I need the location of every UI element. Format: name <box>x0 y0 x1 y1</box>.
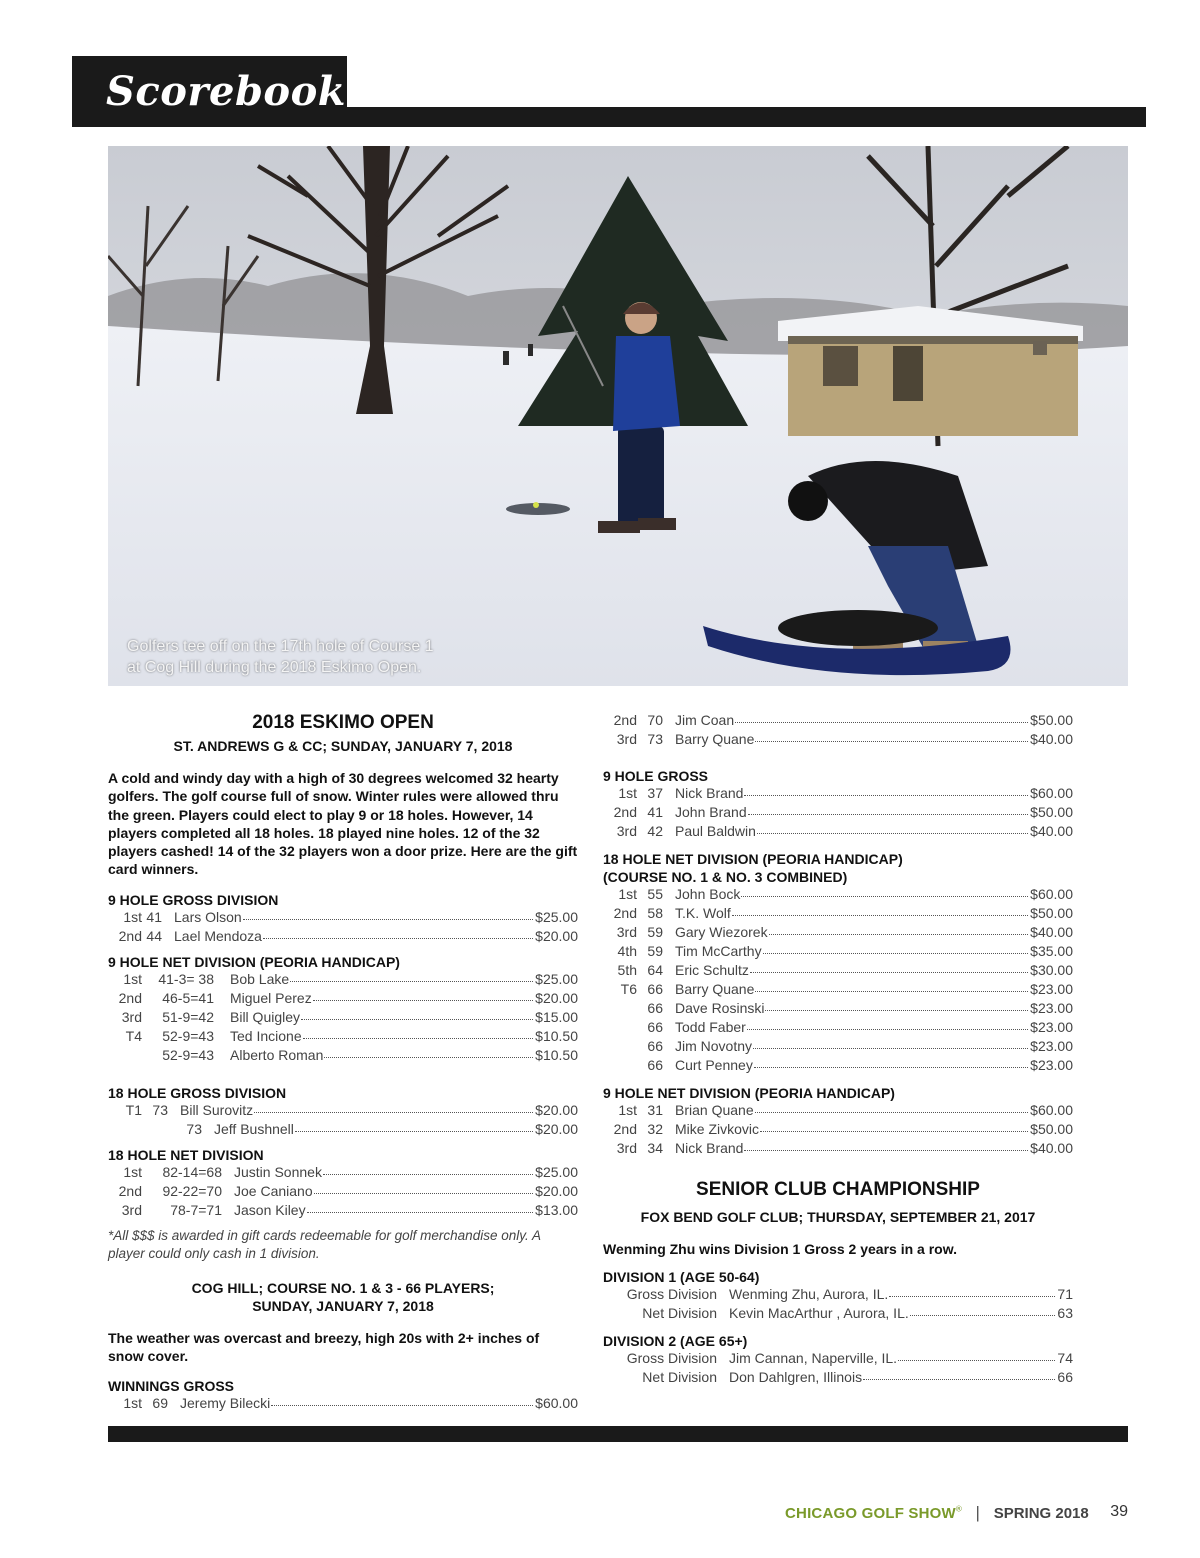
score-row: 1st 31 Brian Quane $60.00 <box>618 1102 1073 1118</box>
score-row: T6 66 Barry Quane $23.00 <box>620 981 1073 997</box>
section-18-hole-net-title: 18 HOLE NET DIVISION <box>108 1146 264 1163</box>
score-row: 66 Dave Rosinski $23.00 <box>647 1000 1073 1016</box>
score-row: 3rd 51-9=42 Bill Quigley $15.00 <box>121 1008 578 1025</box>
score-row: 52-9=43 Alberto Roman $10.50 <box>162 1046 578 1063</box>
section-cog-9-hole-net <box>603 1102 1073 1159</box>
score-row: 3rd 59 Gary Wiezorek $40.00 <box>616 924 1073 940</box>
section-9-hole-net-title: 9 HOLE NET DIVISION (PEORIA HANDICAP) <box>108 953 400 970</box>
score-row: 1st 69 Jeremy Bilecki $60.00 <box>123 1395 578 1412</box>
cog-hill-title-2: SUNDAY, JANUARY 7, 2018 <box>252 1297 434 1314</box>
section-9-hole-gross <box>108 909 578 947</box>
score-row: 4th 59 Tim McCarthy $35.00 <box>617 943 1073 959</box>
score-row: 1st 82-14=68 Justin Sonnek $25.00 <box>123 1163 578 1180</box>
section-cog-18-hole-net-title: 18 HOLE NET DIVISION (PEORIA HANDICAP) <box>603 851 903 867</box>
caption-line-1: Golfers tee off on the 17th hole of Course 1 <box>127 638 434 655</box>
senior-title: SENIOR CLUB CHAMPIONSHIP <box>696 1179 980 1200</box>
score-row: Gross Division Jim Cannan, Naperville, IL. 74 <box>626 1350 1073 1367</box>
score-row: 2nd 32 Mike Zivkovic $50.00 <box>613 1121 1073 1137</box>
senior-division-1-title: DIVISION 1 (AGE 50-64) <box>603 1269 760 1286</box>
score-row: 2nd 58 T.K. Wolf $50.00 <box>613 905 1073 921</box>
score-row: 3rd 42 Paul Baldwin $40.00 <box>616 823 1073 839</box>
score-row: T1 73 Bill Surovitz $20.00 <box>125 1101 578 1118</box>
score-row: 73 Jeff Bushnell $20.00 <box>186 1120 578 1137</box>
score-row: 1st 55 John Bock $60.00 <box>618 886 1073 902</box>
score-row: 2nd 46-5=41 Miguel Perez $20.00 <box>118 989 578 1006</box>
photo-golfers-snow <box>108 146 1128 686</box>
footer-separator: | <box>975 1503 980 1522</box>
eskimo-open-intro: A cold and windy day with a high of 30 degrees welcomed 32 hearty golfers. The golf course full of snow. Winter rules were allowed thru the green. Players could elect to play 9 or 18 holes. However, 14 players completed all 18 holes. 18 played nine holes. 12 of the 32 players cashed! 14 of the 32 players won a door prize. Here are the gift card winners. <box>108 770 578 878</box>
score-row: 2nd 44 Lael Mendoza $20.00 <box>118 927 578 944</box>
senior-division-2-title: DIVISION 2 (AGE 65+) <box>603 1333 748 1350</box>
score-row: 1st 41 Lars Olson $25.00 <box>123 908 578 925</box>
photo-caption <box>127 636 434 678</box>
senior-division-1 <box>603 1286 1073 1324</box>
score-row: Gross Division Wenming Zhu, Aurora, IL. 71 <box>626 1286 1073 1303</box>
score-row: 5th 64 Eric Schultz $30.00 <box>617 962 1073 978</box>
section-18-hole-net <box>108 1164 578 1221</box>
section-cog-18-hole-net-subtitle: (COURSE NO. 1 & NO. 3 COMBINED) <box>603 869 848 885</box>
score-row: 3rd 73 Barry Quane $40.00 <box>616 731 1073 747</box>
footer-season: SPRING 2018 <box>993 1505 1089 1522</box>
score-row: Net Division Don Dahlgren, Illinois 66 <box>642 1369 1073 1386</box>
score-row: 66 Jim Novotny $23.00 <box>647 1038 1073 1054</box>
score-row: 1st 41-3= 38 Bob Lake $25.00 <box>123 970 578 987</box>
eskimo-open-title: 2018 ESKIMO OPEN <box>252 712 434 733</box>
winnings-gross-title: WINNINGS GROSS <box>108 1378 235 1395</box>
score-row: 3rd 34 Nick Brand $40.00 <box>616 1140 1073 1156</box>
section-9-hole-net <box>108 971 578 1066</box>
eskimo-open-subtitle: ST. ANDREWS G & CC; SUNDAY, JANUARY 7, 2018 <box>173 738 513 754</box>
score-row: 3rd 78-7=71 Jason Kiley $13.00 <box>121 1201 578 1218</box>
section-cog-18-hole-net <box>603 886 1073 1076</box>
score-row: 2nd 70 Jim Coan $50.00 <box>613 712 1073 728</box>
senior-division-2 <box>603 1350 1073 1388</box>
left-column <box>108 712 578 1414</box>
section-cog-9-hole-gross <box>603 785 1073 842</box>
score-row: 66 Todd Faber $23.00 <box>647 1019 1073 1035</box>
footer <box>785 1503 1130 1523</box>
winnings-gross-left <box>108 1395 578 1414</box>
footer-rule <box>108 1426 1128 1442</box>
section-9-hole-gross-title: 9 HOLE GROSS DIVISION <box>108 891 279 908</box>
score-row: T4 52-9=43 Ted Incione $10.50 <box>125 1027 578 1044</box>
caption-line-2: at Cog Hill during the 2018 Eskimo Open. <box>127 659 422 676</box>
score-row: 1st 37 Nick Brand $60.00 <box>618 785 1073 801</box>
section-18-hole-gross-title: 18 HOLE GROSS DIVISION <box>108 1084 287 1101</box>
score-row: Net Division Kevin MacArthur , Aurora, IL. 63 <box>642 1305 1073 1322</box>
section-cog-9-hole-gross-title: 9 HOLE GROSS <box>603 768 709 784</box>
page-number: 39 <box>1110 1503 1128 1520</box>
section-18-hole-gross <box>108 1102 578 1140</box>
page-title: Scorebook <box>106 68 346 115</box>
footer-brand-mark: ® <box>955 1504 962 1514</box>
score-row: 66 Curt Penney $23.00 <box>647 1057 1073 1073</box>
senior-intro: Wenming Zhu wins Division 1 Gross 2 years in a row. <box>603 1241 957 1257</box>
footer-brand: CHICAGO GOLF SHOW <box>785 1505 956 1522</box>
right-column <box>603 712 1073 1388</box>
gift-card-note: *All $$$ is awarded in gift cards redeemable for golf merchandise only. A player could only cash in 1 division. <box>108 1227 541 1261</box>
score-row: 2nd 92-22=70 Joe Caniano $20.00 <box>118 1182 578 1199</box>
score-row: 2nd 41 John Brand $50.00 <box>613 804 1073 820</box>
section-cog-9-hole-net-title: 9 HOLE NET DIVISION (PEORIA HANDICAP) <box>603 1085 895 1101</box>
cog-hill-intro: The weather was overcast and breezy, high 20s with 2+ inches of snow cover. <box>108 1329 540 1365</box>
winnings-gross-cont <box>603 712 1073 750</box>
senior-subtitle: FOX BEND GOLF CLUB; THURSDAY, SEPTEMBER 21, 2017 <box>640 1209 1036 1225</box>
cog-hill-title-1: COG HILL; COURSE NO. 1 & 3 - 66 PLAYERS; <box>191 1279 495 1296</box>
